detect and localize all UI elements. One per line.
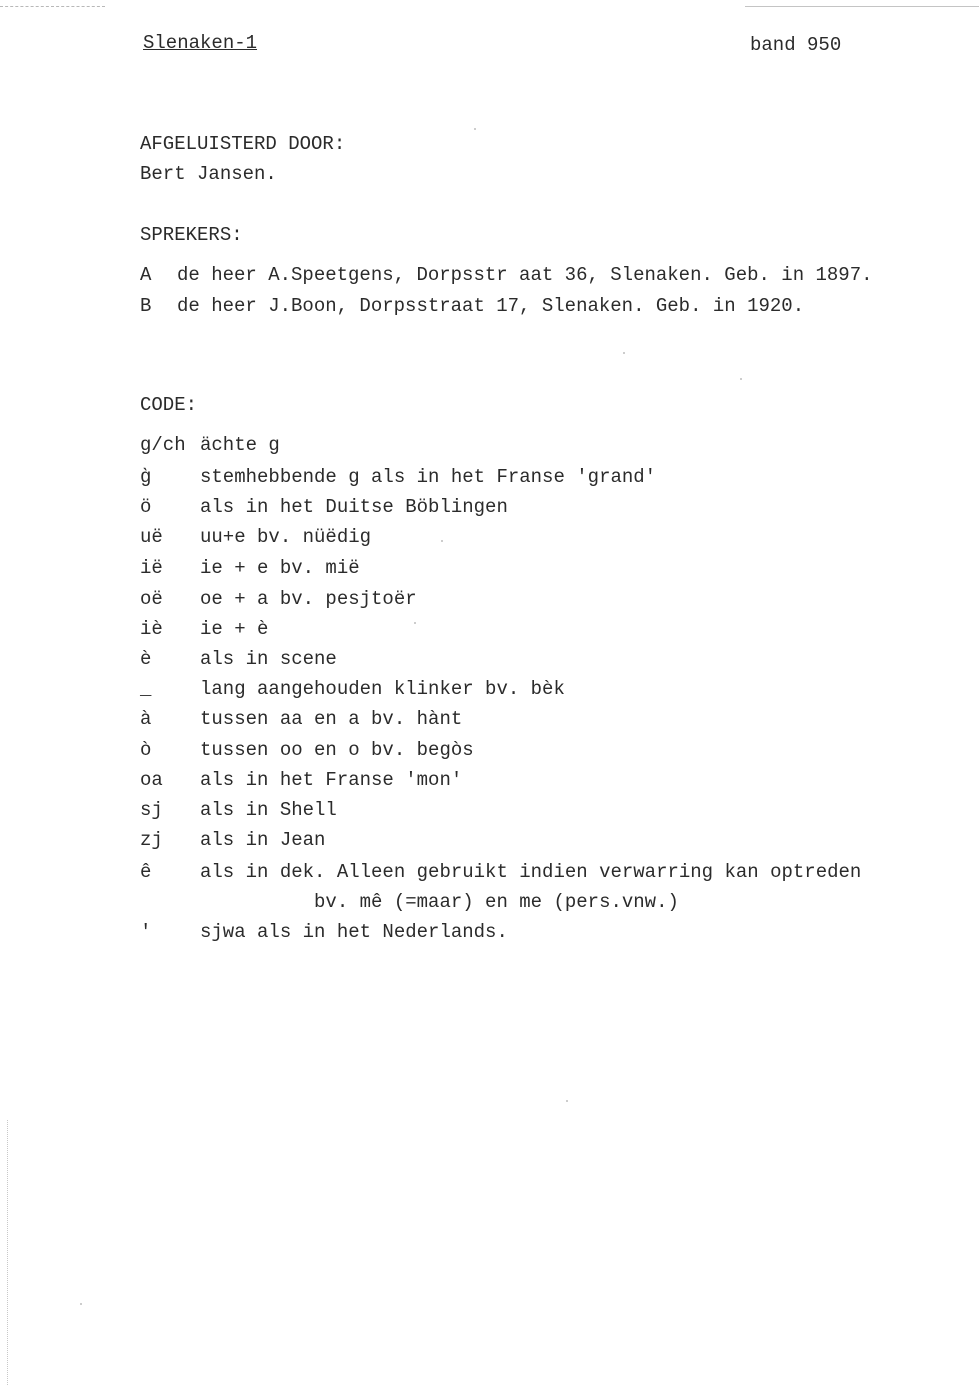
- code-symbol: ê: [140, 861, 152, 883]
- top-right-scan-rule: [745, 6, 979, 7]
- code-description: uu+e bv. nüëdig: [200, 526, 372, 548]
- code-description: ächte g: [200, 434, 280, 456]
- code-description: tussen oo en o bv. begòs: [200, 739, 474, 761]
- code-description: ie + è: [200, 618, 269, 640]
- code-symbol: oa: [140, 769, 163, 791]
- code-symbol: ò: [140, 739, 152, 761]
- header-file-id: Slenaken-1: [143, 32, 258, 54]
- code-symbol: g̀: [140, 466, 152, 488]
- code-description: sjwa als in het Nederlands.: [200, 921, 508, 943]
- scan-speck: [441, 540, 443, 542]
- scan-speck: [566, 1100, 568, 1102]
- code-symbol: à: [140, 708, 152, 730]
- code-description: als in dek. Alleen gebruikt indien verwarring kan optreden: [200, 861, 862, 883]
- code-symbol: uë: [140, 526, 163, 548]
- scan-speck: [80, 1303, 82, 1305]
- speakers-label: SPREKERS:: [140, 224, 243, 246]
- code-symbol: zj: [140, 829, 163, 851]
- code-symbol: iè: [140, 618, 163, 640]
- code-symbol: _: [140, 678, 152, 700]
- code-description: tussen aa en a bv. hànt: [200, 708, 463, 730]
- speaker-text-b: de heer J.Boon, Dorpsstraat 17, Slenaken. Geb. in 1920.: [177, 295, 805, 317]
- code-description: oe + a bv. pesjtoër: [200, 588, 417, 610]
- code-description: als in het Duitse Böblingen: [200, 496, 508, 518]
- code-description: ie + e bv. mië: [200, 557, 360, 579]
- code-symbol: oë: [140, 588, 163, 610]
- code-description: als in Jean: [200, 829, 326, 851]
- speaker-text-a: de heer A.Speetgens, Dorpsstr aat 36, Slenaken. Geb. in 1897.: [177, 264, 873, 286]
- left-margin-scan-marks: [7, 1120, 8, 1385]
- code-symbol: ië: [140, 557, 163, 579]
- code-description: als in Shell: [200, 799, 337, 821]
- code-description: als in scene: [200, 648, 337, 670]
- code-description: bv. mê (=maar) en me (pers.vnw.): [200, 891, 679, 913]
- speaker-id-b: B: [140, 295, 152, 317]
- listened-label: AFGELUISTERD DOOR:: [140, 133, 346, 155]
- scan-speck: [623, 352, 625, 354]
- code-symbol: ö: [140, 496, 152, 518]
- code-label: CODE:: [140, 394, 198, 416]
- top-left-scan-rule: [0, 6, 105, 7]
- code-description: stemhebbende g als in het Franse 'grand': [200, 466, 657, 488]
- header-band-number: band 950: [750, 34, 842, 56]
- code-symbol: è: [140, 648, 152, 670]
- code-symbol: g/ch: [140, 434, 186, 456]
- scan-speck: [414, 622, 416, 624]
- scan-speck: [474, 128, 476, 130]
- speaker-id-a: A: [140, 264, 152, 286]
- code-description: lang aangehouden klinker bv. bèk: [200, 678, 565, 700]
- code-description: als in het Franse 'mon': [200, 769, 463, 791]
- listened-name: Bert Jansen.: [140, 163, 277, 185]
- code-symbol: ': [140, 921, 152, 943]
- code-symbol: sj: [140, 799, 163, 821]
- scan-speck: [740, 378, 742, 380]
